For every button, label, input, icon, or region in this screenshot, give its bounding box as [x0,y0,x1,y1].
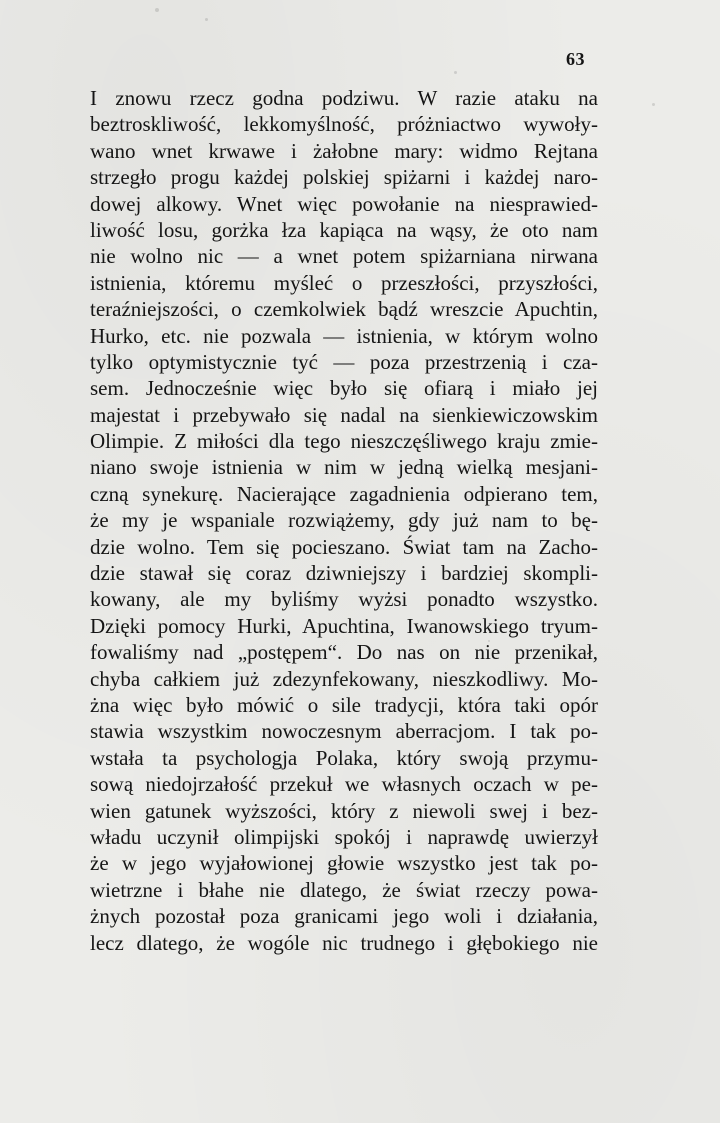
text-line: chyba całkiem już zdezynfekowany, nieszkodliwy. Mo- [90,666,598,691]
text-line: lecz dlatego, że wogóle nic trudnego i głębokiego nie [90,930,598,955]
text-line: żnych pozostał poza granicami jego woli i działania, [90,904,598,929]
text-line: majestat i przebywało się nadal na sienkiewiczowskim [90,402,598,427]
text-line: I znowu rzecz godna podziwu. W razie ataku na [90,86,598,110]
text-line: niano swoje istnienia w nim w jedną wielką mesjani- [90,455,598,480]
text-line: kowany, ale my byliśmy wyżsi ponadto wszystko. [90,587,598,612]
text-line: beztroskliwość, lekkomyślność, próżniactwo wywoły- [90,112,598,137]
text-line: wano wnet krwawe i żałobne mary: widmo Rejtana [90,138,598,163]
paper-speck [155,8,159,12]
text-line: fowaliśmy nad „postępem“. Do nas on nie przenikał, [90,640,598,665]
text-line: że my je wspaniale rozwiążemy, gdy już nam to bę- [90,508,598,533]
text-line: strzegło progu każdej polskiej spiżarni i każdej naro- [90,165,598,190]
text-line: Olimpie. Z miłości dla tego nieszczęśliwego kraju zmie- [90,429,598,454]
page-text [90,85,598,956]
text-line: wstała ta psychologja Polaka, który swoją przymu- [90,745,598,770]
text-line: czną synekurę. Nacierające zagadnienia odpierano tem, [90,481,598,506]
text-line: żna więc było mówić o sile tradycji, która taki opór [90,692,598,717]
text-line: dowej alkowy. Wnet więc powołanie na niesprawied- [90,191,598,216]
text-line: wien gatunek wyższości, który z niewoli swej i bez- [90,798,598,823]
text-line: Hurko, etc. nie pozwala — istnienia, w którym wolno [90,323,598,348]
text-line: teraźniejszości, o czemkolwiek bądź wreszcie Apuchtin, [90,297,598,322]
text-line: nie wolno nic — a wnet potem spiżarniana nirwana [90,244,598,269]
page-number: 63 [566,49,585,69]
text-line: sową niedojrzałość przekuł we własnych oczach w pe- [90,772,598,797]
text-line: Dzięki pomocy Hurki, Apuchtina, Iwanowskiego tryum- [90,613,598,638]
text-line: stawia wszystkim nowoczesnym aberracjom. I tak po- [90,719,598,744]
text-line: wietrzne i błahe nie dlatego, że świat rzeczy powa- [90,877,598,902]
text-line: że w jego wyjałowionej głowie wszystko jest tak po- [90,851,598,876]
text-line: tylko optymistycznie tyć — poza przestrzenią i cza- [90,349,598,374]
paper-speck [652,103,655,106]
text-line: istnienia, któremu myśleć o przeszłości, przyszłości, [90,270,598,295]
text-line: sem. Jednocześnie więc było się ofiarą i miało jej [90,376,598,401]
paper-speck [205,18,208,21]
text-line: dzie stawał się coraz dziwniejszy i bardziej skompli- [90,561,598,586]
paper-speck [454,71,457,74]
text-line: liwość losu, gorżka łza kapiąca na wąsy, że oto nam [90,217,598,242]
text-line: dzie wolno. Tem się pocieszano. Świat tam na Zacho- [90,534,598,559]
text-line: władu uczynił olimpijski spokój i naprawdę uwierzył [90,824,598,849]
